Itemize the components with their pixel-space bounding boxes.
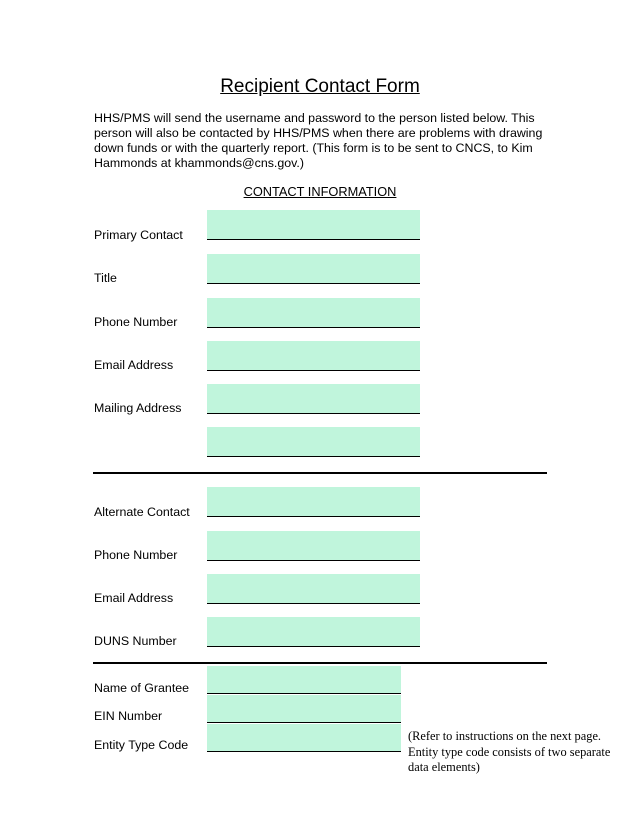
duns-number-field[interactable]	[207, 617, 420, 647]
ein-number-field[interactable]	[207, 695, 401, 723]
primary-contact-label: Primary Contact	[94, 228, 183, 242]
ein-number-label: EIN Number	[94, 709, 163, 723]
name-of-grantee-field[interactable]	[207, 666, 401, 694]
duns-number-label: DUNS Number	[94, 634, 177, 648]
title-label: Title	[94, 271, 117, 285]
alternate-contact-label: Alternate Contact	[94, 505, 190, 519]
alt-email-address-field[interactable]	[207, 574, 420, 604]
phone-number-field[interactable]	[207, 298, 420, 328]
entity-type-code-field[interactable]	[207, 724, 401, 752]
alt-email-address-label: Email Address	[94, 591, 174, 605]
title-field[interactable]	[207, 254, 420, 284]
primary-contact-field[interactable]	[207, 210, 420, 240]
section-divider	[93, 472, 547, 474]
alt-phone-number-field[interactable]	[207, 531, 420, 561]
section-heading: CONTACT INFORMATION	[243, 184, 397, 199]
name-of-grantee-label: Name of Grantee	[94, 681, 190, 695]
alt-phone-number-label: Phone Number	[94, 548, 178, 562]
alternate-contact-field[interactable]	[207, 487, 420, 517]
email-address-label: Email Address	[94, 358, 174, 372]
form-title: Recipient Contact Form	[220, 76, 420, 97]
mailing-address-label: Mailing Address	[94, 401, 182, 415]
entity-type-code-label: Entity Type Code	[94, 738, 189, 752]
phone-number-label: Phone Number	[94, 315, 178, 329]
email-address-field[interactable]	[207, 341, 420, 371]
mailing-address-field-2[interactable]	[207, 427, 420, 457]
section-divider	[93, 662, 547, 664]
mailing-address-field-1[interactable]	[207, 384, 420, 414]
intro-paragraph: HHS/PMS will send the username and password to the person listed below. This person will also be contacted by HHS/PMS when there are problems with drawing down funds or with the quarterly report. (This form is to be sent to CNCS, to Kim Hammonds at khammonds@cns.gov.)	[94, 111, 543, 170]
entity-type-note: (Refer to instructions on the next page. Entity type code consists of two separate data elements)	[408, 729, 611, 774]
